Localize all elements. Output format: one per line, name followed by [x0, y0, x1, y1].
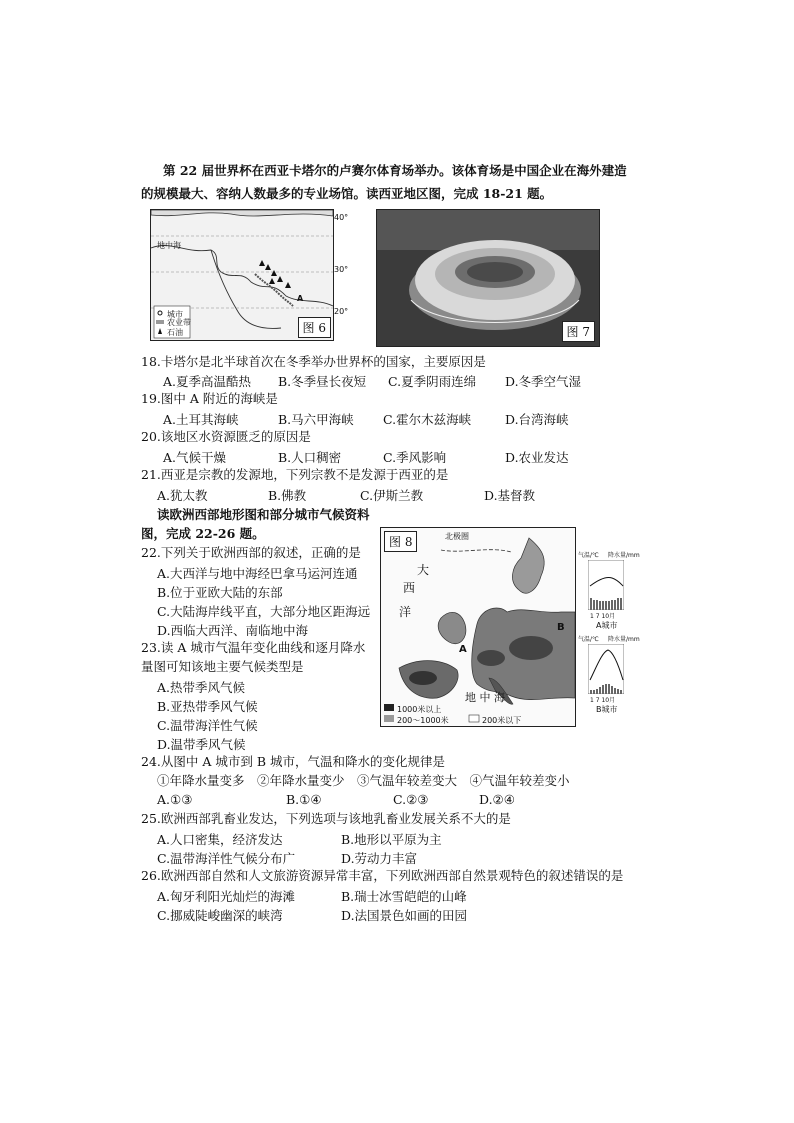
chart-b-temp-unit: 气温/℃ — [578, 636, 599, 643]
chart-b-months: 1 7 10月 — [590, 697, 616, 704]
q19-stem: 19.图中 A 附近的海峡是 — [141, 391, 278, 406]
figure-8-europe-map — [380, 527, 576, 727]
q18-option-c: C.夏季阴雨连绵 — [388, 374, 477, 389]
map-point-a-europe: A — [459, 644, 467, 655]
q20-option-d: D.农业发达 — [505, 450, 569, 465]
map-label-ocean-xi: 西 — [403, 581, 416, 595]
q23-option-d: D.温带季风气候 — [157, 737, 246, 752]
q19-option-c: C.霍尔木兹海峡 — [383, 412, 472, 427]
map-point-a: A — [297, 294, 304, 303]
q20-option-c: C.季风影响 — [383, 450, 447, 465]
q23-option-b: B.亚热带季风气候 — [157, 699, 258, 714]
map-label-ocean-da: 大 — [417, 563, 430, 577]
q19-option-a: A.土耳其海峡 — [163, 412, 239, 427]
q22-option-b: B.位于亚欧大陆的东部 — [157, 585, 283, 600]
q18-option-d: D.冬季空气湿 — [505, 374, 582, 389]
map-label-mediterranean-sea: 地 中 海 — [465, 691, 505, 704]
climate-chart-a — [578, 550, 642, 630]
q24-items: ①年降水量变多 ②年降水量变少 ③气温年较差变大 ④气温年较差变小 — [157, 773, 570, 788]
q20-stem: 20.该地区水资源匮乏的原因是 — [141, 429, 311, 444]
q24-option-a: A.①③ — [157, 792, 193, 807]
q19-option-d: D.台湾海峡 — [505, 412, 569, 427]
chart-a-months: 1 7 10月 — [590, 613, 616, 620]
q21-option-c: C.伊斯兰教 — [360, 488, 424, 503]
q20-option-b: B.人口稠密 — [278, 450, 342, 465]
q26-option-c: C.挪威陡峻幽深的峡湾 — [157, 908, 283, 923]
q26-stem: 26.欧洲西部自然和人文旅游资源异常丰富，下列欧洲西部自然景观特色的叙述错误的是 — [141, 868, 624, 883]
q20-option-a: A.气候干燥 — [163, 450, 227, 465]
q23-stem-line-2: 量图可知该地主要气候类型是 — [141, 659, 304, 674]
q26-option-d: D.法国景色如画的田园 — [341, 908, 468, 923]
legend-200-1000m-label: 200～1000米 — [397, 716, 449, 725]
legend-200m-label: 200米以下 — [482, 716, 522, 725]
q21-option-d: D.基督教 — [484, 488, 536, 503]
figure-7-label: 图 7 — [562, 321, 595, 342]
q25-option-a: A.人口密集，经济发达 — [157, 832, 283, 847]
q21-stem: 21.西亚是宗教的发源地，下列宗教不是发源于西亚的是 — [141, 467, 449, 482]
figure-8-label: 图 8 — [384, 531, 417, 552]
figure-6-label: 图 6 — [298, 317, 331, 338]
q25-option-b: B.地形以平原为主 — [341, 832, 442, 847]
lat-30-label: 30° — [334, 265, 349, 274]
q21-option-a: A.犹太教 — [157, 488, 208, 503]
chart-b-svg — [588, 644, 624, 694]
q18-stem: 18.卡塔尔是北半球首次在冬季举办世界杯的国家，主要原因是 — [141, 354, 486, 369]
intro-line-1: 第 22 届世界杯在西亚卡塔尔的卢赛尔体育场举办。该体育场是中国企业在海外建造 — [163, 163, 627, 178]
q23-stem-line-1: 23.读 A 城市气温年变化曲线和逐月降水 — [141, 640, 366, 655]
legend-oil-label: 石油 — [167, 328, 183, 337]
q24-option-d: D.②④ — [479, 792, 515, 807]
q25-stem: 25.欧洲西部乳畜业发达，下列选项与该地乳畜业发展关系不大的是 — [141, 811, 511, 826]
q25-option-c: C.温带海洋性气候分布广 — [157, 851, 296, 866]
q26-option-b: B.瑞士冰雪皑皑的山峰 — [341, 889, 467, 904]
legend-1000m-label: 1000米以上 — [397, 705, 442, 714]
chart-b-city-label: B城市 — [596, 705, 618, 714]
lat-40-label: 40° — [334, 213, 349, 222]
q21-option-b: B.佛教 — [268, 488, 307, 503]
chart-a-svg — [588, 560, 624, 610]
chart-b-precip-unit: 降水量/mm — [608, 636, 640, 643]
map-label-arctic-circle: 北极圈 — [445, 532, 469, 541]
q26-option-a: A.匈牙利阳光灿烂的海滩 — [157, 889, 296, 904]
q18-option-a: A.夏季高温酷热 — [163, 374, 252, 389]
map-point-b-europe: B — [557, 622, 565, 633]
q19-option-b: B.马六甲海峡 — [278, 412, 354, 427]
intro2-line-1: 读欧洲西部地形图和部分城市气候资料 — [157, 507, 370, 522]
map-label-mediterranean: 地中海 — [157, 241, 181, 250]
q24-option-b: B.①④ — [286, 792, 322, 807]
chart-a-city-label: A城市 — [596, 621, 618, 630]
legend-field-label: 农业带 — [167, 318, 191, 327]
q18-option-b: B.冬季昼长夜短 — [278, 374, 367, 389]
figure-7-stadium-photo — [376, 209, 600, 347]
map-label-ocean-yang: 洋 — [399, 605, 412, 619]
q23-option-c: C.温带海洋性气候 — [157, 718, 258, 733]
legend-city-label: 城市 — [167, 310, 183, 319]
intro-line-2: 的规模最大、容纳人数最多的专业场馆。读西亚地区图，完成 18-21 题。 — [141, 186, 553, 201]
q22-option-c: C.大陆海岸线平直，大部分地区距海远 — [157, 604, 371, 619]
q23-option-a: A.热带季风气候 — [157, 680, 246, 695]
chart-a-temp-unit: 气温/℃ — [578, 552, 599, 559]
lat-20-label: 20° — [334, 307, 349, 316]
climate-chart-b — [578, 634, 642, 714]
q25-option-d: D.劳动力丰富 — [341, 851, 418, 866]
q24-option-c: C.②③ — [393, 792, 429, 807]
q22-option-a: A.大西洋与地中海经巴拿马运河连通 — [157, 566, 358, 581]
chart-a-precip-unit: 降水量/mm — [608, 552, 640, 559]
q22-option-d: D.西临大西洋、南临地中海 — [157, 623, 309, 638]
figure-6-west-asia-map — [150, 209, 334, 341]
q22-stem: 22.下列关于欧洲西部的叙述，正确的是 — [141, 545, 361, 560]
intro2-line-2: 图，完成 22-26 题。 — [141, 526, 265, 541]
q24-stem: 24.从图中 A 城市到 B 城市，气温和降水的变化规律是 — [141, 754, 445, 769]
